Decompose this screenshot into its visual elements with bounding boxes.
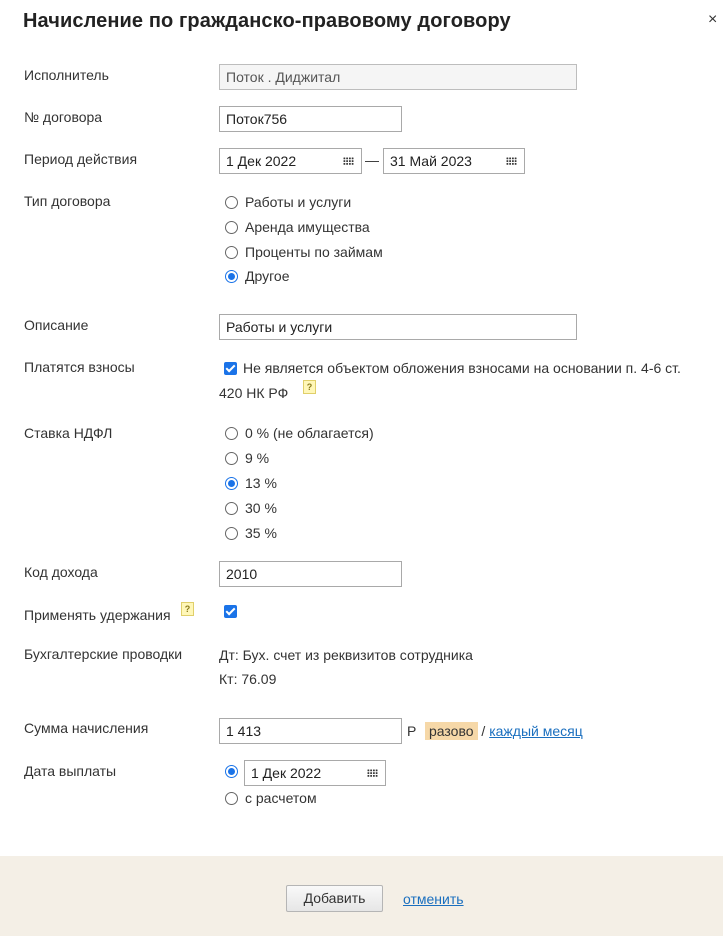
option-label: 35 % (245, 525, 277, 541)
option-label: Работы и услуги (245, 194, 352, 210)
contract-type-option-works[interactable] (225, 194, 351, 210)
contributions-text-line2: 420 НК РФ (219, 385, 289, 401)
ndfl-option-9[interactable] (225, 450, 269, 466)
period-from-value: 1 Дек 2022 (226, 153, 297, 169)
postings-debit: Дт: Бух. счет из реквизитов сотрудника (219, 647, 473, 663)
radio-button[interactable] (225, 452, 238, 465)
description-input[interactable]: Работы и услуги (219, 314, 577, 340)
ndfl-rate-label: Ставка НДФЛ (24, 425, 113, 441)
radio-button[interactable] (225, 221, 238, 234)
radio-button[interactable] (225, 792, 238, 805)
period-separator: — (365, 152, 379, 168)
period-separator: / (481, 723, 486, 739)
radio-button[interactable] (225, 502, 238, 515)
calendar-icon[interactable] (343, 157, 354, 165)
executor-label: Исполнитель (24, 67, 109, 83)
payment-date-option-calc[interactable] (225, 790, 317, 806)
radio-button[interactable] (225, 196, 238, 209)
cancel-link[interactable]: отменить (403, 891, 464, 907)
option-label: Проценты по займам (245, 244, 383, 260)
payment-date-input[interactable] (244, 760, 386, 786)
dialog-title: Начисление по гражданско-правовому договору (23, 10, 511, 32)
amount-input[interactable]: 1 413 (219, 718, 402, 744)
contributions-checkbox-row[interactable] (224, 360, 681, 376)
contributions-text: Не является объектом обложения взносами на основании п. 4-6 ст. (243, 360, 681, 376)
calendar-icon[interactable] (506, 157, 517, 165)
option-label: Другое (245, 268, 290, 284)
description-label: Описание (24, 317, 89, 333)
radio-button-selected[interactable] (225, 477, 238, 490)
postings-credit: Кт: 76.09 (219, 671, 277, 687)
ndfl-option-0[interactable] (225, 425, 374, 441)
amount-label: Сумма начисления (24, 720, 149, 736)
close-icon[interactable]: × (708, 11, 718, 28)
help-icon[interactable]: ? (181, 602, 194, 616)
payment-date-value: 1 Дек 2022 (251, 765, 322, 781)
ndfl-option-35[interactable] (225, 525, 277, 541)
contract-type-option-other[interactable] (225, 268, 289, 284)
period-to-value: 31 Май 2023 (390, 153, 472, 169)
apply-deductions-checkbox-row[interactable] (224, 605, 237, 618)
period-from-input[interactable] (219, 148, 362, 174)
income-code-label: Код дохода (24, 564, 98, 580)
help-icon[interactable]: ? (303, 380, 316, 394)
option-label: 9 % (245, 450, 270, 466)
contributions-label: Платятся взносы (24, 359, 135, 375)
option-label: 0 % (не облагается) (245, 425, 374, 441)
contract-type-label: Тип договора (24, 193, 111, 209)
executor-field: Поток . Диджитал (219, 64, 577, 90)
option-label: 30 % (245, 500, 277, 516)
currency-symbol: Р (407, 723, 417, 739)
payment-date-option-date[interactable] (225, 765, 245, 778)
option-label: Аренда имущества (245, 219, 370, 235)
period-label: Период действия (24, 151, 138, 167)
contract-type-option-rent[interactable] (225, 219, 370, 235)
payment-date-label: Дата выплаты (24, 763, 117, 779)
postings-label: Бухгалтерские проводки (24, 646, 183, 662)
income-code-input[interactable]: 2010 (219, 561, 402, 587)
ndfl-option-30[interactable] (225, 500, 277, 516)
amount-period-switch (425, 723, 583, 739)
contract-no-label: № договора (24, 109, 103, 125)
ndfl-option-13[interactable] (225, 475, 277, 491)
add-button[interactable]: Добавить (286, 885, 383, 912)
radio-button[interactable] (225, 246, 238, 259)
period-once-tag[interactable]: разово (425, 722, 478, 740)
apply-deductions-label: Применять удержания (24, 607, 171, 623)
contract-no-input[interactable]: Поток756 (219, 106, 402, 132)
radio-button-selected[interactable] (225, 270, 238, 283)
radio-button[interactable] (225, 427, 238, 440)
radio-button-selected[interactable] (225, 765, 238, 778)
radio-button[interactable] (225, 527, 238, 540)
apply-deductions-checkbox[interactable] (224, 605, 237, 618)
option-label: 13 % (245, 475, 277, 491)
period-monthly-link[interactable]: каждый месяц (489, 723, 583, 739)
calendar-icon[interactable] (367, 769, 378, 777)
contract-type-option-interest[interactable] (225, 244, 383, 260)
contributions-checkbox[interactable] (224, 362, 237, 375)
period-to-input[interactable] (383, 148, 525, 174)
option-label: с расчетом (245, 790, 317, 806)
